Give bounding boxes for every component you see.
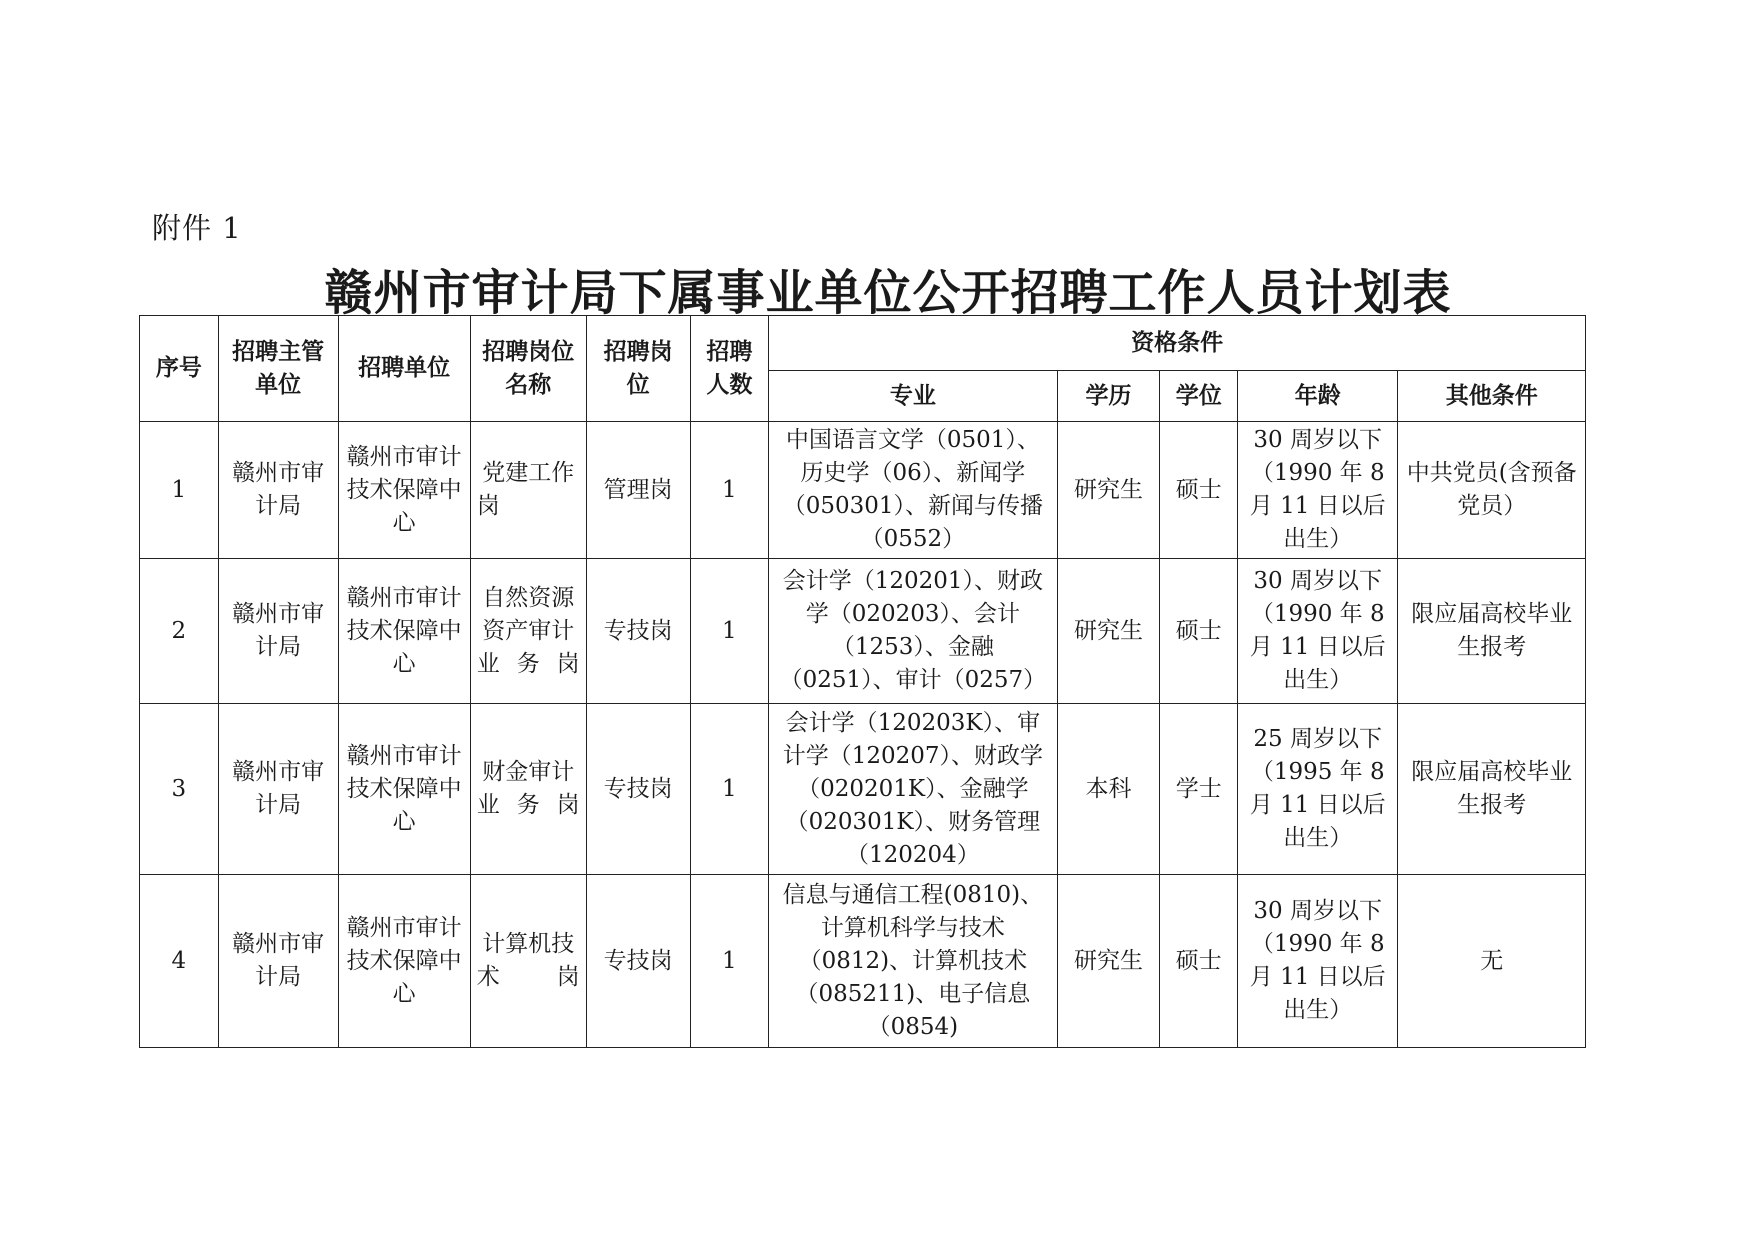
cell-education: 本科 — [1057, 704, 1160, 875]
cell-major: 会计学（120203K）、审计学（120207）、财政学（020201K）、金融学（020301K）、财务管理（120204） — [769, 704, 1057, 875]
cell-post-type: 专技岗 — [586, 704, 690, 875]
cell-count: 1 — [690, 875, 769, 1048]
document-title: 赣州市审计局下属事业单位公开招聘工作人员计划表 — [324, 265, 1452, 321]
cell-post-type: 专技岗 — [586, 559, 690, 704]
cell-other: 限应届高校毕业生报考 — [1398, 704, 1586, 875]
table-row — [140, 559, 1586, 704]
recruitment-plan-table — [139, 315, 1586, 1048]
cell-age: 30 周岁以下（1990 年 8 月 11 日以后出生） — [1238, 875, 1398, 1048]
cell-degree: 硕士 — [1160, 559, 1238, 704]
cell-count: 1 — [690, 422, 769, 559]
cell-count: 1 — [690, 704, 769, 875]
header-unit: 招聘单位 — [338, 316, 470, 422]
cell-index: 1 — [140, 422, 219, 559]
table-row — [140, 422, 1586, 559]
header-post-type: 招聘岗位 — [586, 316, 690, 422]
cell-unit: 赣州市审计技术保障中心 — [338, 422, 470, 559]
cell-unit: 赣州市审计技术保障中心 — [338, 875, 470, 1048]
header-age: 年龄 — [1238, 371, 1398, 422]
cell-dept: 赣州市审计局 — [218, 422, 338, 559]
cell-education: 研究生 — [1057, 559, 1160, 704]
cell-post-type: 专技岗 — [586, 875, 690, 1048]
header-dept: 招聘主管单位 — [218, 316, 338, 422]
cell-dept: 赣州市审计局 — [218, 559, 338, 704]
cell-dept: 赣州市审计局 — [218, 704, 338, 875]
header-index: 序号 — [140, 316, 219, 422]
attachment-label: 附件 1 — [152, 211, 242, 245]
cell-age: 25 周岁以下（1995 年 8 月 11 日以后出生） — [1238, 704, 1398, 875]
cell-post-type: 管理岗 — [586, 422, 690, 559]
header-major: 专业 — [769, 371, 1057, 422]
cell-age: 30 周岁以下（1990 年 8 月 11 日以后出生） — [1238, 559, 1398, 704]
cell-index: 3 — [140, 704, 219, 875]
cell-count: 1 — [690, 559, 769, 704]
cell-post-name: 计算机技术岗 — [470, 875, 586, 1048]
cell-age: 30 周岁以下（1990 年 8 月 11 日以后出生） — [1238, 422, 1398, 559]
cell-major: 会计学（120201）、财政学（020203）、会计（1253）、金融（0251）、审计（0257） — [769, 559, 1057, 704]
header-degree: 学位 — [1160, 371, 1238, 422]
cell-index: 2 — [140, 559, 219, 704]
cell-post-name: 财金审计业务岗 — [470, 704, 586, 875]
cell-education: 研究生 — [1057, 875, 1160, 1048]
cell-post-name: 自然资源资产审计业务岗 — [470, 559, 586, 704]
cell-unit: 赣州市审计技术保障中心 — [338, 559, 470, 704]
header-education: 学历 — [1057, 371, 1160, 422]
cell-other: 限应届高校毕业生报考 — [1398, 559, 1586, 704]
cell-index: 4 — [140, 875, 219, 1048]
cell-major: 中国语言文学（0501）、历史学（06）、新闻学（050301）、新闻与传播（0552） — [769, 422, 1057, 559]
cell-unit: 赣州市审计技术保障中心 — [338, 704, 470, 875]
cell-major: 信息与通信工程(0810)、计算机科学与技术（0812)、计算机技术（085211)、电子信息（0854) — [769, 875, 1057, 1048]
table-row — [140, 875, 1586, 1048]
cell-degree: 硕士 — [1160, 422, 1238, 559]
header-row-main — [140, 316, 1586, 371]
header-qualifications: 资格条件 — [769, 316, 1586, 371]
cell-dept: 赣州市审计局 — [218, 875, 338, 1048]
cell-degree: 学士 — [1160, 704, 1238, 875]
header-count: 招聘人数 — [690, 316, 769, 422]
header-other: 其他条件 — [1398, 371, 1586, 422]
cell-education: 研究生 — [1057, 422, 1160, 559]
cell-other: 无 — [1398, 875, 1586, 1048]
cell-post-name: 党建工作岗 — [470, 422, 586, 559]
header-post-name: 招聘岗位名称 — [470, 316, 586, 422]
cell-other: 中共党员(含预备党员） — [1398, 422, 1586, 559]
table-row — [140, 704, 1586, 875]
cell-degree: 硕士 — [1160, 875, 1238, 1048]
